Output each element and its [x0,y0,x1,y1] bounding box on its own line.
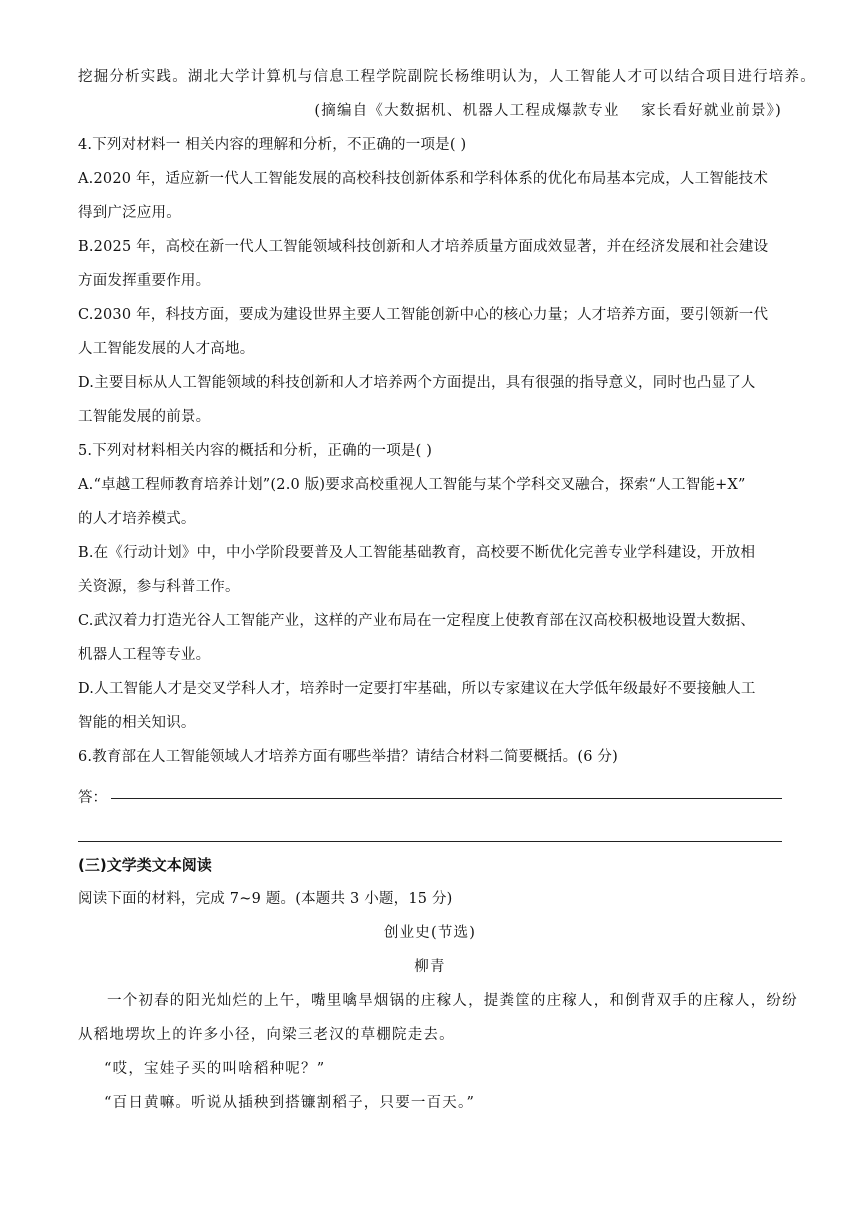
story-paragraph-line1: 一个初春的阳光灿烂的上午，嘴里噙旱烟锅的庄稼人，提粪筐的庄稼人，和倒背双手的庄稼人，纷纷 [107,993,798,1009]
q6-stem: 6.教育部在人工智能领域人才培养方面有哪些举措？请结合材料二简要概括。(6 分) [78,749,618,765]
story-title: 创业史(节选) [383,925,477,941]
q5-option-c-line2: 机器人工程等专业。 [78,647,211,663]
story-dialog-2: “百日黄嘛。听说从插秧到搭镰割稻子，只要一百天。” [104,1095,476,1111]
q4-option-a-line1: A.2020 年，适应新一代人工智能发展的高校科技创新体系和学科体系的优化布局基本完成，人工智能技术 [78,171,769,187]
section-title: (三)文学类文本阅读 [78,856,212,874]
q5-option-a [78,468,782,536]
intro-line: 挖掘分析实践。湖北大学计算机与信息工程学院副院长杨维明认为，人工智能人才可以结合项目进行培养。 [78,69,816,85]
q4-option-a [78,162,782,230]
story-paragraph [78,984,798,1052]
story-dialog-1: “哎，宝娃子买的叫啥稻种呢？” [104,1061,326,1077]
q5-option-c [78,604,782,672]
story-author: 柳青 [414,959,446,975]
q4-option-d-line2: 工智能发展的前景。 [78,409,211,425]
section-instruction: 阅读下面的材料，完成 7~9 题。(本题共 3 小题，15 分) [78,891,453,907]
q4-stem: 4.下列对材料一 相关内容的理解和分析，不正确的一项是( ) [78,137,467,153]
q5-option-a-line2: 的人才培养模式。 [78,511,196,527]
q6-answer-row [78,774,782,808]
q5-option-d-line1: D.人工智能人才是交叉学科人才，培养时一定要打牢基础，所以专家建议在大学低年级最好不要接触人工 [78,681,756,697]
q4-option-d [78,366,782,434]
q4-option-c [78,298,782,366]
q6-answer-label: 答： [78,790,107,806]
q5-option-b-line1: B.在《行动计划》中，中小学阶段要普及人工智能基础教育，高校要不断优化完善专业学科建设，开放相 [78,545,756,561]
q4-option-b-line1: B.2025 年，高校在新一代人工智能领域科技创新和人才培养质量方面成效显著，并在经济发展和社会建设 [78,239,769,255]
q4-option-d-line1: D.主要目标从人工智能领域的科技创新和人才培养两个方面提出，具有很强的指导意义，同时也凸显了人 [78,375,756,391]
source-note: (摘编自《大数据机、机器人工程成爆款专业 家长看好就业前景》) [314,103,782,119]
q5-option-c-line1: C.武汉着力打造光谷人工智能产业，这样的产业布局在一定程度上使教育部在汉高校积极地设置大数据、 [78,613,756,629]
story-paragraph-line2: 从稻地塄坎上的许多小径，向梁三老汉的草棚院走去。 [78,1027,455,1043]
document-page [78,60,816,1120]
q6-answer-line-2[interactable] [78,841,782,842]
q4-option-a-line2: 得到广泛应用。 [78,205,181,221]
q4-option-b-line2: 方面发挥重要作用。 [78,273,211,289]
q4-option-b [78,230,782,298]
q5-option-d-line2: 智能的相关知识。 [78,715,196,731]
q5-option-b [78,536,782,604]
q5-option-d [78,672,782,740]
q5-option-a-line1: A.“卓越工程师教育培养计划”(2.0 版)要求高校重视人工智能与某个学科交叉融合，探索“人工智能+X” [78,477,746,493]
q5-stem: 5.下列对材料相关内容的概括和分析，正确的一项是( ) [78,443,433,459]
q5-option-b-line2: 关资源，参与科普工作。 [78,579,240,595]
q4-option-c-line2: 人工智能发展的人才高地。 [78,341,255,357]
q6-answer-line[interactable] [111,784,782,799]
q4-option-c-line1: C.2030 年，科技方面，要成为建设世界主要人工智能创新中心的核心力量；人才培养方面，要引领新一代 [78,307,769,323]
